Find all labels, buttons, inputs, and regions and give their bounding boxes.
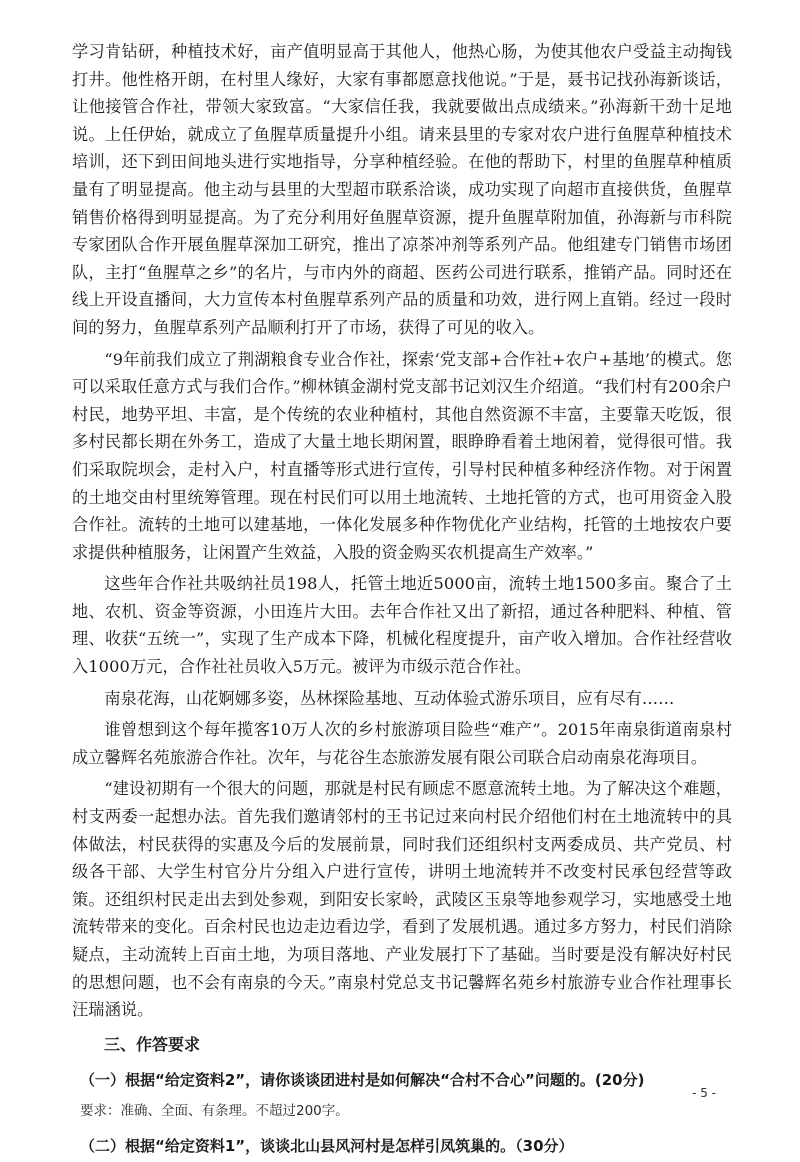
paragraph-cooperative-results: 这些年合作社共吸纳社员198人，托管土地近5000亩，流转土地1500多亩。聚合了土地、农机、资金等资源，小田连片大田。去年合作社又出了新招，通过各种肥料、种植、管理、收获“五统一”，实现了生产成本下降，机械化程度提升，亩产收入增加。合作社经营收入1000万元，合作社社员收入5万元。被评为市级示范合作社。 — [72, 574, 732, 677]
paragraph-nanquan-project: 谁曾想到这个每年揽客10万人次的乡村旅游项目险些“难产”。2015年南泉街道南泉村成立馨辉名苑旅游合作社。次年，与花谷生态旅游发展有限公司联合启动南泉花海项目。 — [72, 720, 732, 767]
page-number: - 5 - — [692, 1086, 716, 1100]
paragraph-jinghu-cooperative: “9年前我们成立了荆湖粮食专业合作社，探索‘党支部+合作社+农户+基地’的模式。您可以采取任意方式与我们合作。”柳林镇金湖村党支部书记刘汉生介绍道。“我们村有200余户村民，地势平坦、丰富，是个传统的农业种植村，其他自然资源不丰富，主要靠天吃饭，很多村民都长期在外务工，造成了大量土地长期闲置，眼睁睁看着土地闲着，觉得很可惜。我们采取院坝会，走村入户，村直播等形式进行宣传，引导村民种植多种经济作物。对于闲置的土地交由村里统筹管理。现在村民们可以用土地流转、土地托管的方式，也可用资金入股合作社。流转的土地可以建基地，一体化发展多种作物优化产业结构，托管的土地按农户要求提供种植服务，让闲置产生效益，入股的资金购买农机提高生产效率。” — [72, 349, 732, 562]
paragraph-land-transfer: “建设初期有一个很大的问题，那就是村民有顾虑不愿意流转土地。为了解决这个难题，村支两委一起想办法。首先我们邀请邻村的王书记过来向村民介绍他们村在土地流转中的具体做法，村民获得的实惠及今后的发展前景，同时我们还组织村支两委成员、共产党员、村级各干部、大学生村官分片分组入户进行宣传，讲明土地流转并不改变村民承包经营等政策。还组织村民走出去到处参观，到阳安长家岭，武陵区玉泉等地参观学习，实地感受土地流转带来的变化。百余村民也边走边看边学，看到了发展机遇。通过多方努力，村民们消除疑点，主动流转上百亩土地，为项目落地、产业发展打下了基础。当时要是没有解决好村民的思想问题，也不会有南泉的今天。”南泉村党总支书记馨辉名苑乡村旅游专业合作社理事长汪瑞涵说。 — [72, 779, 732, 1020]
question-2: （二）根据“给定资料1”，谈谈北山县风河村是怎样引凤筑巢的。（30分） — [80, 1136, 574, 1155]
question-1: （一）根据“给定资料2”，请你谈谈团进村是如何解决“合村不合心”问题的。(20分) — [80, 1070, 645, 1089]
section-title: 三、作答要求 — [104, 1034, 201, 1054]
question-1-requirement: 要求：准确、全面、有条理。不超过200字。 — [80, 1102, 349, 1119]
document-body — [72, 38, 732, 1162]
paragraph-fish-herb: 学习肯钻研，种植技术好，亩产值明显高于其他人，他热心肠，为使其他农户受益主动掏钱打井。他性格开朗，在村里人缘好，大家有事都愿意找他说。”于是，聂书记找孙海新谈话，让他接管合作社，带领大家致富。“大家信任我，我就要做出点成绩来。”孙海新干劲十足地说。上任伊始，就成立了鱼腥草质量提升小组。请来县里的专家对农户进行鱼腥草种植技术培训，还下到田间地头进行实地指导，分享种植经验。在他的帮助下，村里的鱼腥草种植质量有了明显提高。他主动与县里的大型超市联系洽谈，成功实现了向超市直接供货，鱼腥草销售价格得到明显提高。为了充分利用好鱼腥草资源，提升鱼腥草附加值，孙海新与市科院专家团队合作开展鱼腥草深加工研究，推出了凉茶冲剂等系列产品。他组建专门销售市场团队，主打“鱼腥草之乡”的名片，与市内外的商超、医药公司进行联系，推销产品。同时还在线上开设直播间，大力宣传本村鱼腥草系列产品的质量和功效，进行网上直销。经过一段时间的努力，鱼腥草系列产品顺利打开了市场，获得了可见的收入。 — [72, 42, 732, 337]
paragraph-nanquan-intro: 南泉花海，山花婀娜多姿，丛林探险基地、互动体验式游乐项目，应有尽有…… — [104, 688, 675, 708]
